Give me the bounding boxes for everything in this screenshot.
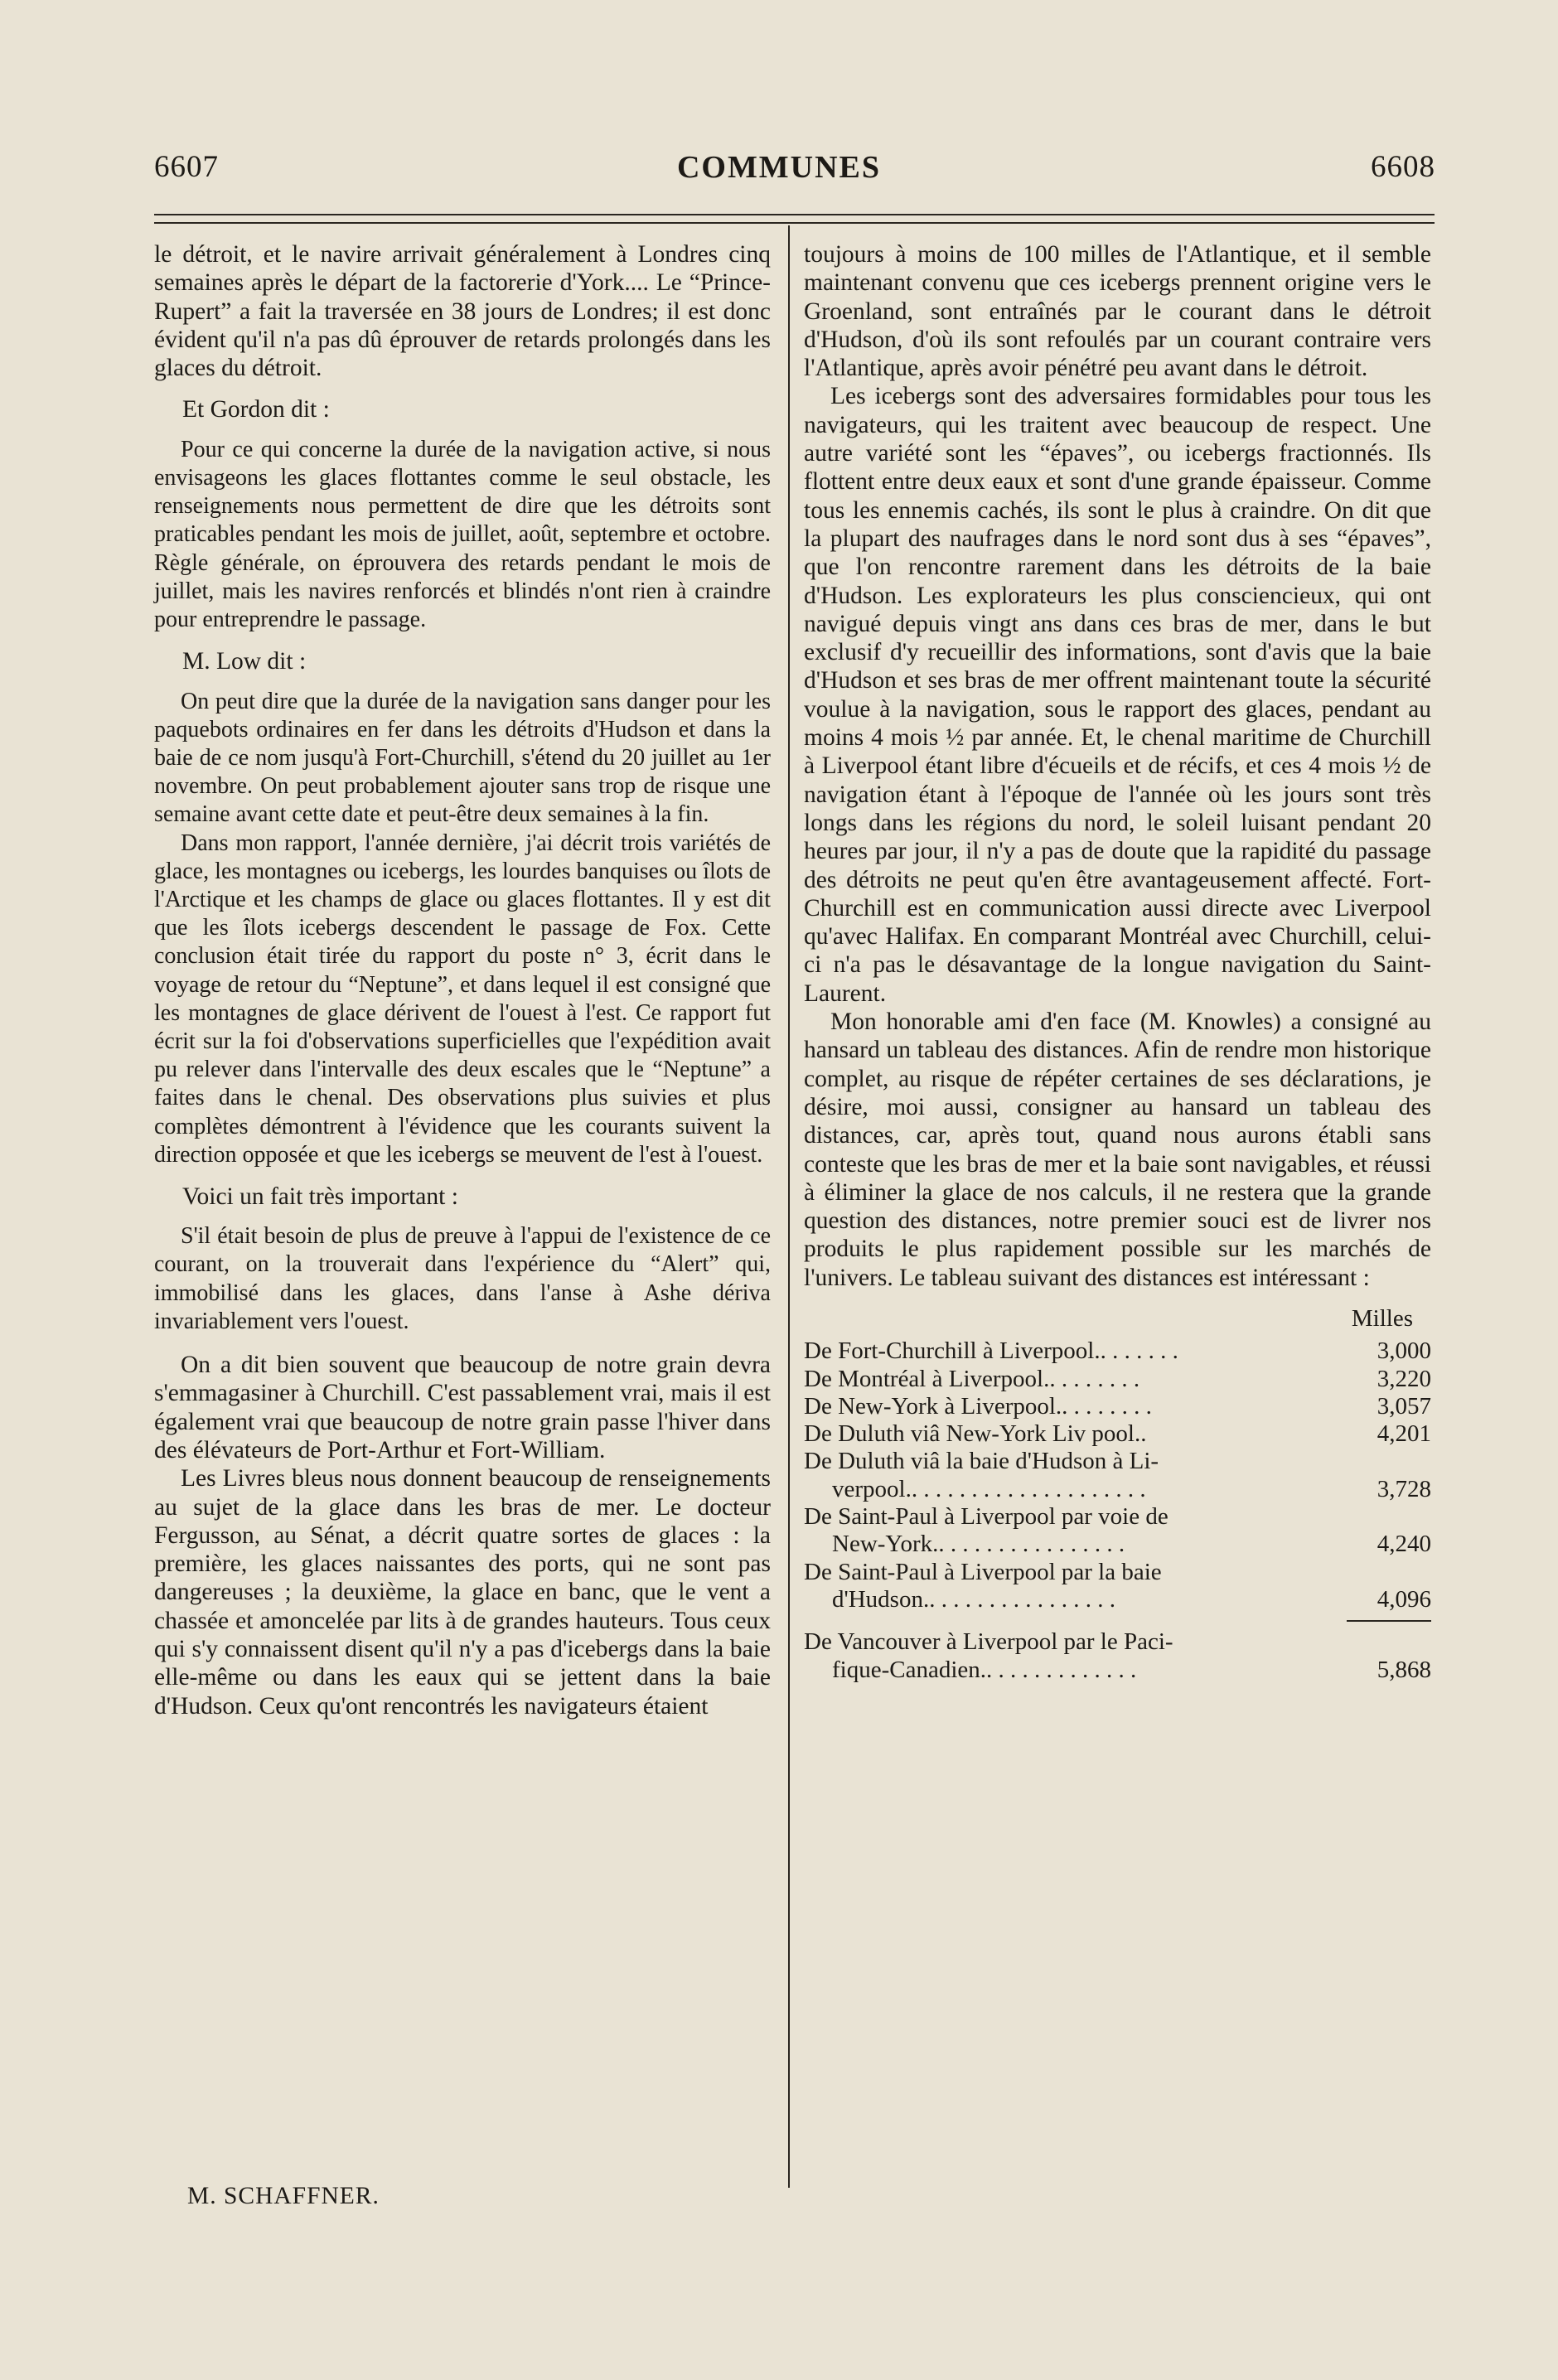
route-line-1: De Saint-Paul à Liverpool par voie de (804, 1503, 1168, 1531)
route-label (804, 1503, 1340, 1559)
paragraph: toujours à moins de 100 milles de l'Atlantique, et il semble maintenant convenu que ces icebergs prennent origine vers le Groenland, sont entraînés par le courant dans le détroit d'Hudson, d'où ils sont refoulés par un courant contraire vers l'Atlantique, après avoir pénétré peu avant dans le détroit. (804, 241, 1431, 382)
table-row (804, 1559, 1431, 1614)
route-line-2: d'Hudson.. . . . . . . . . . . . . . . . (832, 1585, 1115, 1613)
route-line-1: De Duluth viâ la baie d'Hudson à Li- (804, 1448, 1159, 1475)
route-line-2: New-York.. . . . . . . . . . . . . . . . (832, 1531, 1125, 1558)
distance-value: 3,220 (1377, 1365, 1431, 1392)
paragraph: On a dit bien souvent que beaucoup de notre grain devra s'emmagasiner à Churchill. C'est passablement vrai, mais il est également vrai que beaucoup de notre grain passe l'hiver dans des élévateurs de Port-Arthur et Fort-William. (154, 1352, 771, 1463)
quote-intro: Voici un fait très important : (182, 1183, 458, 1210)
table-row (804, 1503, 1431, 1559)
page-title: COMMUNES (676, 150, 882, 185)
table-row (804, 1628, 1431, 1684)
route-label (804, 1448, 1340, 1503)
quote-paragraph: Pour ce qui concerne la durée de la navigation active, si nous envisageons les glaces flottantes comme le seul obstacle, les renseignements nous permettent de dire que les détroits sont praticables pendant les mois de juillet, août, septembre et octobre. Règle générale, on éprouvera des retards pendant le mois de juillet, mais les navires renforcés et blindés n'ont rien à craindre pour entreprendre le passage. (154, 436, 771, 632)
distance-value: 4,096 (1377, 1585, 1431, 1613)
paragraph: le détroit, et le navire arrivait généralement à Londres cinq semaines après le départ de la factorerie d'York.... Le “Prince-Rupert” a fait la traversée en 38 jours de Londres; il est donc évident qu'il n'a pas dû éprouver de retards prolongés dans les glaces du détroit. (154, 241, 771, 382)
table-separator (1347, 1620, 1431, 1622)
speaker-signature: M. SCHAFFNER. (187, 2183, 380, 2209)
page-number-left: 6607 (154, 150, 219, 184)
distance-value: 3,000 (1377, 1338, 1431, 1365)
route-label (804, 1628, 1340, 1684)
distance-table (804, 1305, 1431, 1684)
header-rule (154, 214, 1435, 215)
route-line-1: De Saint-Paul à Liverpool par la baie (804, 1558, 1162, 1585)
distance-value: 3,728 (1377, 1475, 1431, 1502)
right-column (804, 240, 1431, 1684)
distance-value: 4,240 (1377, 1531, 1431, 1558)
route-label: De Duluth viâ New-York Liv pool.. (804, 1420, 1147, 1448)
quote-paragraph: Dans mon rapport, l'année dernière, j'ai décrit trois variétés de glace, les montagnes ou icebergs, les lourdes banquises ou îlots de l'Arctique et les champs de glace ou glaces flottantes. Il y est dit que les îlots icebergs descendent le passage de Fox. Cette conclusion était tirée du rapport du poste n° 3, écrit dans le voyage de retour du “Neptune”, et dans lequel il est consigné que les montagnes de glace dérivent de l'ouest à l'est. Ce rapport fut écrit sur la foi d'observations superficielles que l'expédition avait pu relever dans l'intervalle des deux escales que le “Neptune” a faites dans le chenal. Des observations plus suivies et plus complètes démontrent à l'évidence que les courants suivent la direction opposée et que les icebergs se meuvent de l'est à l'ouest. (154, 830, 771, 1168)
table-unit-header: Milles (1351, 1304, 1413, 1332)
table-row (804, 1366, 1431, 1393)
table-row (804, 1420, 1431, 1448)
route-line-2: fique-Canadien.. . . . . . . . . . . . . (832, 1656, 1137, 1683)
route-line-2: verpool.. . . . . . . . . . . . . . . . . . . . (832, 1475, 1146, 1502)
route-line-1: De Vancouver à Liverpool par le Paci- (804, 1628, 1173, 1656)
column-divider (788, 225, 790, 2188)
paragraph: Les Livres bleus nous donnent beaucoup de renseignements au sujet de la glace dans les bras de mer. Le docteur Fergusson, au Sénat, a décrit quatre sortes de glaces : la première, les glaces naissantes des ports, qui ne sont pas dangereuses ; la deuxième, la glace en banc, que le vent a chassée et amoncelée par lits à de grandes hauteurs. Tous ceux qui s'y connaissent disent qu'il n'y a pas d'icebergs dans la baie elle-même ou dans les eaux qui se jettent dans la baie d'Hudson. Ceux qu'ont rencontrés les navigateurs étaient (154, 1465, 771, 1720)
quote-intro: M. Low dit : (182, 648, 307, 675)
paragraph: Les icebergs sont des adversaires formidables pour tous les navigateurs, qui les traitent avec beaucoup de respect. Une autre variété sont les “épaves”, ou icebergs fractionnés. Ils flottent entre deux eaux et sont d'une grande épaisseur. Comme tous les ennemis cachés, ils sont le plus à craindre. On dit que la plupart des naufrages dans le nord sont dus à ses “épaves”, que l'on rencontre rarement dans les détroits de la baie d'Hudson. Les explorateurs les plus consciencieux, qui ont navigué depuis vingt ans dans ces bras de mer, dans le but exclusif d'y recueillir des informations, sont d'avis que la baie d'Hudson et ses bras de mer offrent maintenant toute la sécurité voulue à la navigation, sous le rapport des glaces, pendant au moins 4 mois ½ par année. Et, le chenal maritime de Churchill à Liverpool étant libre d'écueils et de récifs, et ces 4 mois ½ de navigation étant à l'époque de l'année où les jours sont très longs dans les régions du nord, le soleil luisant pendant 20 heures par jour, il n'y a pas de doute que la rapidité du passage des détroits ne peut qu'en être avantageusement affecté. Fort-Churchill est en communication aussi directe avec Liverpool qu'avec Halifax. En comparant Montréal avec Churchill, celui-ci n'a pas le désavantage de la longue navigation du Saint-Laurent. (804, 383, 1431, 1007)
distance-value: 3,057 (1377, 1392, 1431, 1420)
route-label: De Fort-Churchill à Liverpool.. . . . . . . (804, 1338, 1178, 1365)
route-label: De Montréal à Liverpool.. . . . . . . . (804, 1365, 1140, 1392)
left-column (154, 240, 771, 1720)
route-label: De New-York à Liverpool.. . . . . . . . (804, 1392, 1152, 1420)
table-row (804, 1448, 1431, 1503)
header-rule (154, 222, 1435, 224)
distance-value: 5,868 (1377, 1656, 1431, 1683)
quote-paragraph: On peut dire que la durée de la navigation sans danger pour les paquebots ordinaires en fer dans les détroits d'Hudson et dans la baie de ce nom jusqu'à Fort-Churchill, s'étend du 20 juillet au 1er novembre. On peut probablement ajouter sans trop de risque une semaine avant cette date et peut-être deux semaines à la fin. (154, 688, 771, 828)
route-label (804, 1559, 1340, 1614)
table-row (804, 1338, 1431, 1365)
distance-value: 4,201 (1377, 1420, 1431, 1448)
page-number-right: 6608 (1371, 150, 1435, 184)
paragraph: Mon honorable ami d'en face (M. Knowles) a consigné au hansard un tableau des distances. Afin de rendre mon historique complet, au risque de répéter certaines de ses déclarations, je désire, moi aussi, consigner au hansard un tableau des distances, car, après tout, quand nous aurons établi sans conteste que les bras de mer et la baie sont navigables, et réussi à éliminer la glace de nos calculs, il ne restera que la grande question des distances, notre premier souci est de livrer nos produits le plus rapidement possible sur les marchés de l'univers. Le tableau suivant des distances est intéressant : (804, 1009, 1431, 1291)
table-row (804, 1393, 1431, 1420)
quote-paragraph: S'il était besoin de plus de preuve à l'appui de l'existence de ce courant, on la trouverait dans l'expérience du “Alert” qui, immobilisé dans les glaces, dans l'anse à Ashe dériva invariablement vers l'ouest. (154, 1223, 771, 1334)
quote-intro: Et Gordon dit : (182, 396, 330, 423)
